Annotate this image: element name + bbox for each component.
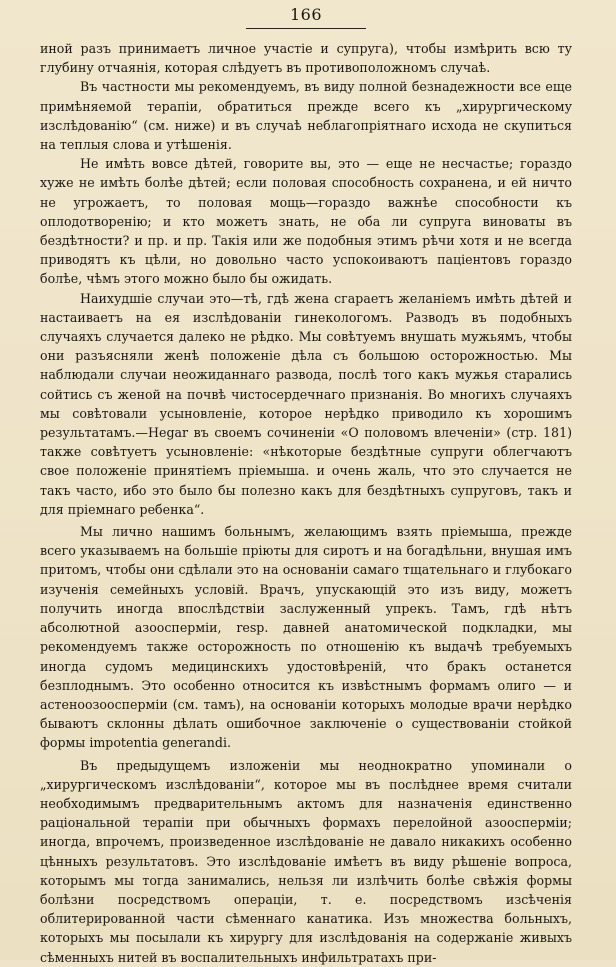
paragraph-childlessness: Не имѣть вовсе дѣтей, говорите вы, это — еще не несчастье; гораздо хуже не имѣть болѣе дѣтей; если половая способность сохранена, и ей ничто не угрожаетъ, то половая мощь—гораздо важнѣе способности къ оплодотворенію; и кто можетъ знать, не оба ли супруга виноваты въ бездѣтности? и пр. и пр. Такія или же подобныя этимъ рѣчи хотя и не всегда приводятъ къ цѣли, но довольно часто успокоиваютъ пацiентовъ гораздо болѣе, чѣмъ этого можно было бы ожидать. [40, 156, 572, 287]
paragraph-worst-cases: Наихудшіе случаи это—тѣ, гдѣ жена сгараетъ желаніемъ имѣть дѣтей и настаиваетъ на ея изслѣдованіи гинекологомъ. Разводъ въ подобныхъ случаяхъ случается далеко не рѣдко. Мы совѣтуемъ внушать мужьямъ, чтобы они разъясняли женѣ положеніе дѣла съ большою осторожностью. Мы наблюдали случаи неожиданнаго развода, послѣ того какъ мужья старались сойтись съ женой на почвѣ чистосердечнаго признанія. Во многихъ случаяхъ мы совѣтовали усыновленіе, которое нерѣдко приводило къ хорошимъ результатамъ.—Hegar въ своемъ сочиненіи «О половомъ влеченіи» (стр. 181) также совѣтуетъ усыновленіе: «нѣкоторые бездѣтные супруги облегчаютъ свое положеніе принятіемъ пріемыша. и очень жаль, что это случается не такъ часто, ибо это было бы полезно какъ для бездѣтныхъ супруговъ, такъ и для пріемнаго ребенка“. [40, 290, 572, 517]
page-number: 166 [289, 5, 323, 24]
paragraph-surgical-examination: Въ предыдущемъ изложеніи мы неоднократно упоминали о „хирургическомъ изслѣдованіи“, которое мы въ послѣднее время считали необходимымъ предварительнымъ актомъ для назначенія единственно раціональной терапіи при обычныхъ формахъ перелойной азооспермiи; иногда, впрочемъ, произведенное изслѣдованіе не давало никакихъ особенно цѣнныхъ результатовъ. Это изслѣдованіе имѣетъ въ виду рѣшеніе вопроса, которымъ мы тогда занимались, нельзя ли излѣчить болѣе свѣжія формы болѣзни посредствомъ операціи, т. е. посредствомъ изсѣченія облитерированной части сѣменнаго канатика. Изъ множества больныхъ, которыхъ мы посылали къ хирургу для изслѣдованія на содержаніе живыхъ сѣменныхъ нитей въ воспалительныхъ инфильтратахъ при- [40, 757, 572, 965]
paragraph-recommendation: Въ частности мы рекомендуемъ, въ виду полной безнадежности все еще примѣняемой терапіи, обратиться прежде всего къ „хирургическому изслѣдованію“ (см. ниже) и въ случаѣ неблагопріятнаго исхода не скупиться на теплыя слова и утѣшенія. [40, 79, 572, 153]
paragraph-continuation: иной разъ принимаетъ личное участіе и супруга), чтобы измѣрить всю ту глубину отчаянія, которая слѣдуетъ въ противоположномъ случаѣ. [40, 41, 572, 76]
paragraph-adoption-advice: Мы лично нашимъ больнымъ, желающимъ взять пріемыша, прежде всего указываемъ на большіе пріюты для сиротъ и на богадѣльни, внушая имъ притомъ, чтобы они сдѣлали это на основаніи самаго тщательнаго и глубокаго изученія семейныхъ условій. Врачъ, упускающій это изъ виду, можетъ получить иногда впослѣдствіи заслуженный упрекъ. Тамъ, гдѣ нѣтъ абсолютной азооспермiи, resp. давней анатомической подкладки, мы рекомендуемъ также осторожность по отношенію къ выдачѣ требуемыхъ иногда судомъ медицинскихъ удостовѣреній, что бракъ останется безплоднымъ. Это особенно относится къ извѣстнымъ формамъ олиго — и астеноозоосперміи (см. тамъ), на основаніи которыхъ молодые врачи нерѣдко бываютъ склонны дѣлать ошибочное заключеніе о существованіи стойкой формы impotentia generandi. [40, 524, 572, 751]
body-text [40, 39, 572, 967]
header-rule [246, 28, 366, 29]
